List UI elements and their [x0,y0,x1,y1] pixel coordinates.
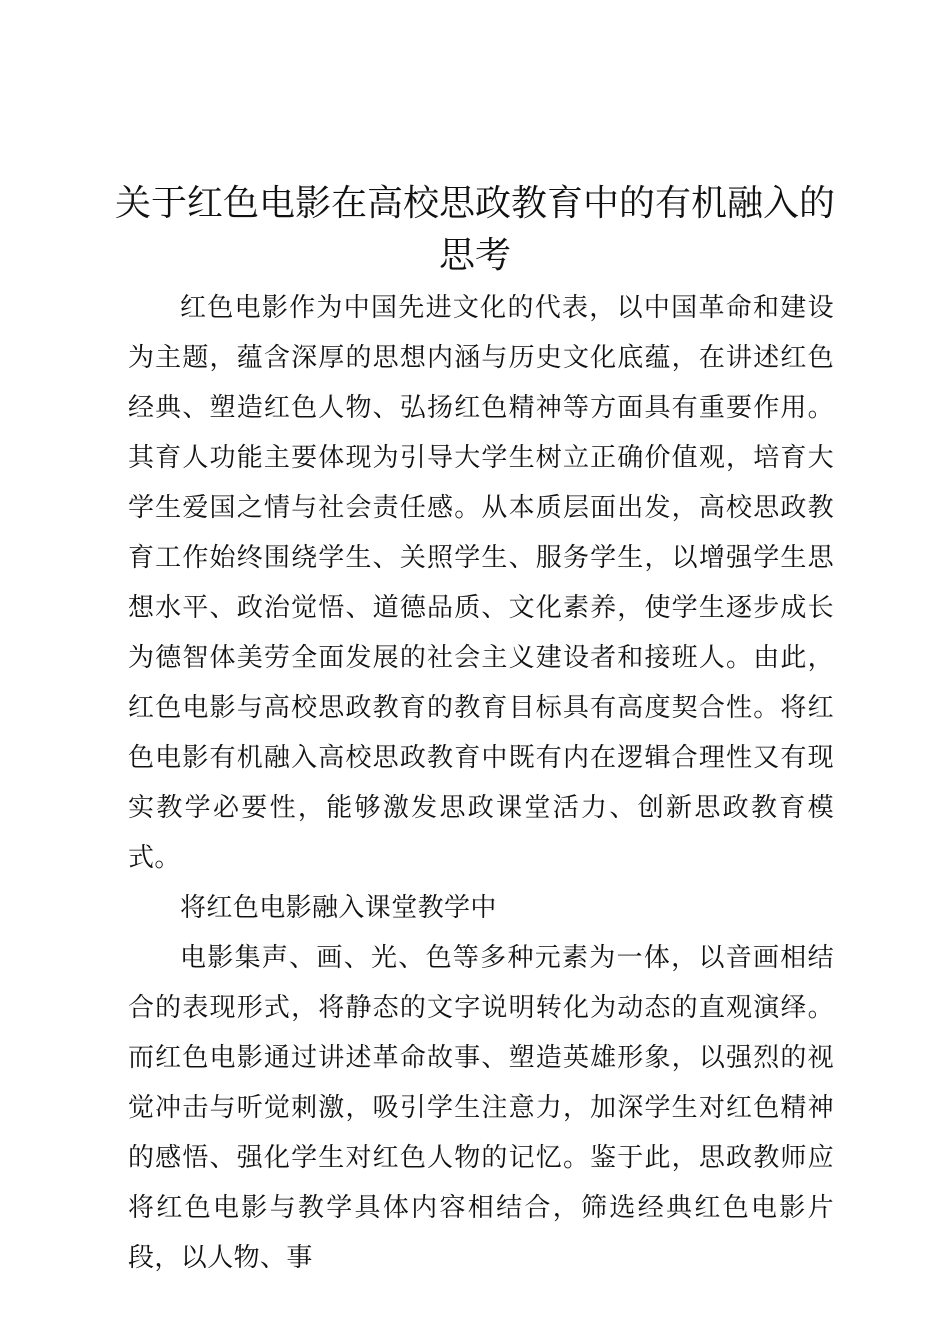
document-title: 关于红色电影在高校思政教育中的有机融入的思考 [114,183,835,276]
document-body [128,283,834,1283]
paragraph-classroom: 电影集声、画、光、色等多种元素为一体，以音画相结合的表现形式，将静态的文字说明转化为动态的直观演绎。而红色电影通过讲述革命故事、塑造英雄形象，以强烈的视觉冲击与听觉刺激，吸引学生注意力，加深学生对红色精神的感悟、强化学生对红色人物的记忆。鉴于此，思政教师应将红色电影与教学具体内容相结合，筛选经典红色电影片段，以人物、事 [128,943,834,1273]
section-heading: 将红色电影融入课堂教学中 [180,893,497,923]
paragraph-intro: 红色电影作为中国先进文化的代表，以中国革命和建设为主题，蕴含深厚的思想内涵与历史文化底蕴，在讲述红色经典、塑造红色人物、弘扬红色精神等方面具有重要作用。其育人功能主要体现为引导大学生树立正确价值观，培育大学生爱国之情与社会责任感。从本质层面出发，高校思政教育工作始终围绕学生、关照学生、服务学生，以增强学生思想水平、政治觉悟、道德品质、文化素养，使学生逐步成长为德智体美劳全面发展的社会主义建设者和接班人。由此，红色电影与高校思政教育的教育目标具有高度契合性。将红色电影有机融入高校思政教育中既有内在逻辑合理性又有现实教学必要性，能够激发思政课堂活力、创新思政教育模式。 [128,293,834,873]
